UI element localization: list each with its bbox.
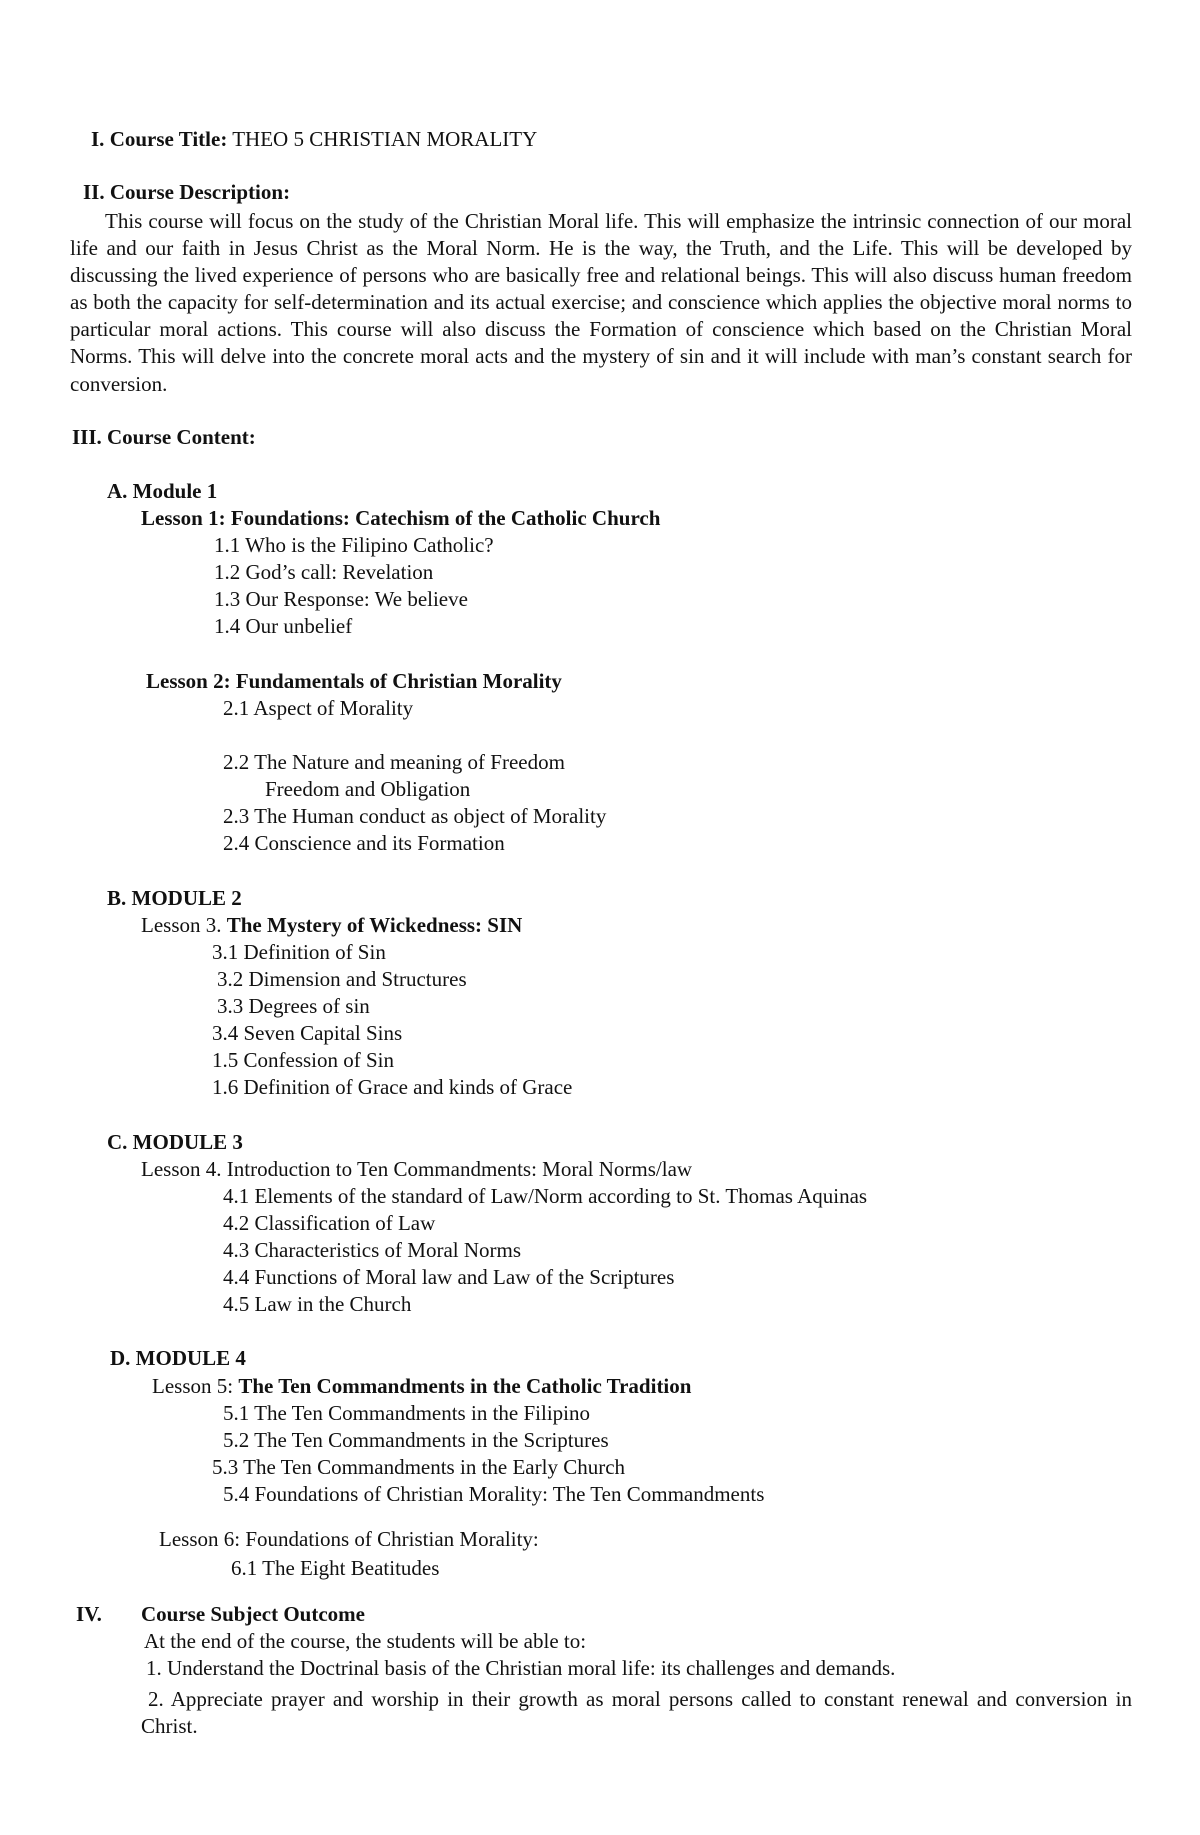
course-title-line <box>91 129 537 150</box>
lesson-4-item: 4.3 Characteristics of Moral Norms <box>223 1238 522 1262</box>
course-outcome-heading: Course Subject Outcome <box>141 1602 365 1626</box>
lesson-3-prefix: Lesson 3. <box>141 913 227 937</box>
lesson-2-title: Lesson 2: Fundamentals of Christian Morality <box>146 669 562 693</box>
lesson-1-item: 1.1 Who is the Filipino Catholic? <box>214 533 494 557</box>
lesson-3-item: 3.4 Seven Capital Sins <box>212 1021 403 1045</box>
lesson-3-item: 3.2 Dimension and Structures <box>217 967 467 991</box>
lesson-1-title: Lesson 1: Foundations: Catechism of the Catholic Church <box>141 506 661 530</box>
course-content-heading: III. Course Content: <box>72 425 256 449</box>
lesson-3-item: 1.6 Definition of Grace and kinds of Grace <box>212 1075 573 1099</box>
lesson-3-title <box>141 915 522 936</box>
module-1-title: A. Module 1 <box>107 479 218 503</box>
lesson-2-item: 2.4 Conscience and its Formation <box>223 831 505 855</box>
lesson-6-title: Lesson 6: Foundations of Christian Morality: <box>159 1527 539 1551</box>
lesson-1-item: 1.3 Our Response: We believe <box>214 587 468 611</box>
lesson-5-title <box>152 1376 691 1397</box>
lesson-3-name: The Mystery of Wickedness: SIN <box>226 913 523 937</box>
lesson-3-item: 3.1 Definition of Sin <box>212 940 386 964</box>
lesson-2-subitem: Freedom and Obligation <box>265 777 471 801</box>
lesson-5-item: 5.1 The Ten Commandments in the Filipino <box>223 1401 590 1425</box>
course-title-label: Course Title: <box>109 127 228 151</box>
module-3-title: C. MODULE 3 <box>107 1130 243 1154</box>
lesson-1-item: 1.4 Our unbelief <box>214 614 353 638</box>
lesson-2-item: 2.3 The Human conduct as object of Morality <box>223 804 607 828</box>
lesson-5-item: 5.4 Foundations of Christian Morality: The Ten Commandments <box>223 1482 765 1506</box>
lesson-4-title: Lesson 4. Introduction to Ten Commandments: Moral Norms/law <box>141 1157 693 1181</box>
course-description-paragraph: This course will focus on the study of the Christian Moral life. This will emphasize the intrinsic connection of our moral life and our faith in Jesus Christ as the Moral Norm. He is the way, the Truth, and the Life. This will be developed by discussing the lived experience of persons who are basically free and relational beings. This will also discuss human freedom as both the capacity for self-determination and its actual exercise; and conscience which applies the objective moral norms to particular moral actions. This course will also discuss the Formation of conscience which based on the Christian Moral Norms. This will delve into the concrete moral acts and the mystery of sin and it will include with man’s constant search for conversion. <box>70 209 1132 396</box>
lesson-5-item: 5.2 The Ten Commandments in the Scriptures <box>223 1428 609 1452</box>
lesson-6-item: 6.1 The Eight Beatitudes <box>231 1556 440 1580</box>
course-outcome-numeral: IV. <box>76 1602 102 1626</box>
lesson-2-item: 2.1 Aspect of Morality <box>223 696 414 720</box>
lesson-2-item: 2.2 The Nature and meaning of Freedom <box>223 750 565 774</box>
lesson-1-item: 1.2 God’s call: Revelation <box>214 560 434 584</box>
lesson-5-item: 5.3 The Ten Commandments in the Early Church <box>212 1455 626 1479</box>
lesson-3-item: 1.5 Confession of Sin <box>212 1048 395 1072</box>
lesson-4-item: 4.2 Classification of Law <box>223 1211 436 1235</box>
course-outcome-item: 1. Understand the Doctrinal basis of the Christian moral life: its challenges and demands. <box>146 1656 896 1680</box>
course-outcome-item: 2. Appreciate prayer and worship in their growth as moral persons called to constant renewal and conversion in Christ. <box>141 1687 1132 1738</box>
module-2-title: B. MODULE 2 <box>107 886 242 910</box>
lesson-5-prefix: Lesson 5: <box>152 1374 239 1398</box>
course-title-value: THEO 5 CHRISTIAN MORALITY <box>232 127 538 151</box>
lesson-4-item: 4.1 Elements of the standard of Law/Norm according to St. Thomas Aquinas <box>223 1184 868 1208</box>
course-outcome-intro: At the end of the course, the students will be able to: <box>144 1629 587 1653</box>
lesson-4-item: 4.5 Law in the Church <box>223 1292 412 1316</box>
lesson-3-item: 3.3 Degrees of sin <box>217 994 370 1018</box>
module-4-title: D. MODULE 4 <box>110 1346 246 1370</box>
lesson-4-item: 4.4 Functions of Moral law and Law of the Scriptures <box>223 1265 675 1289</box>
lesson-5-name: The Ten Commandments in the Catholic Tradition <box>238 1374 692 1398</box>
course-title-numeral: I. <box>91 127 105 151</box>
course-description-heading: II. Course Description: <box>83 180 291 204</box>
